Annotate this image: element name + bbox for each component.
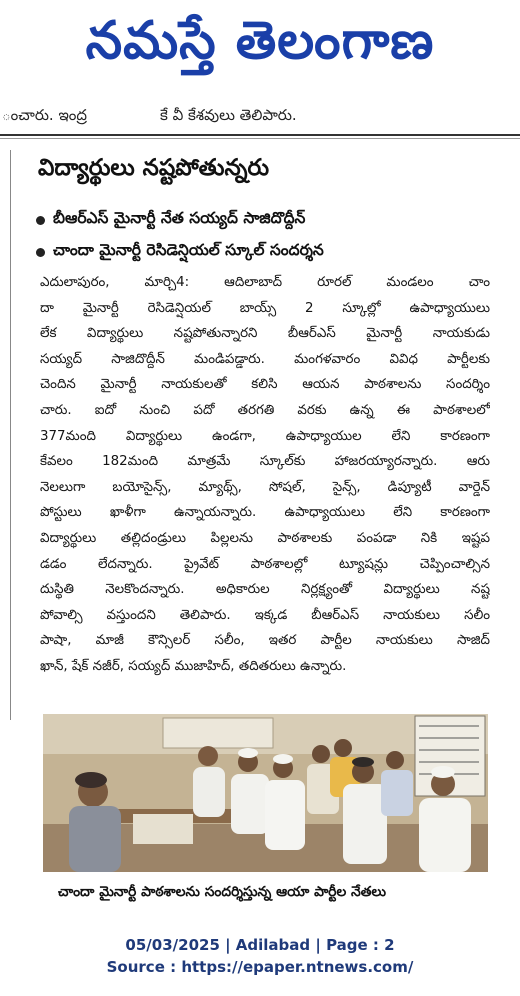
newspaper-logo: నమస్తే తెలంగాణ — [85, 11, 435, 71]
body-line: పోస్టులు ఖాళీగా ఉన్నాయన్నారు. ఉపాధ్యాయులు లేని కారణంగా — [40, 505, 490, 521]
article-photo — [43, 714, 488, 872]
article-body — [40, 270, 490, 680]
body-line: డడం లేదన్నారు. ప్రైవేట్ పాఠశాలల్లో ట్యూషన్లు చెప్పించాల్సిన — [40, 556, 490, 572]
body-line: 377మంది విద్యార్థులు ఉండగా, ఉపాధ్యాయుల లేని కారణంగా — [40, 428, 490, 444]
body-line: దుస్థితి నెలకొందన్నారు. అధికారుల నిర్లక్ష్యంతో విద్యార్థులు నష్ట — [40, 582, 490, 598]
bullet-icon — [36, 216, 45, 225]
body-line: సయ్యద్ సాజిదొద్దీన్ మండిపడ్డారు. మంగళవారం వివిధ పార్టీలకు — [40, 351, 490, 367]
body-line: పాషా, మాజీ కౌన్సిలర్ సలీం, ఇతర పార్టీల నాయకులు సాజిద్ — [40, 633, 490, 649]
body-line: చెందిన మైనార్టీ నాయకులతో కలిసి ఆయన పాఠశాలను సందర్శిం — [40, 377, 490, 393]
masthead — [0, 0, 520, 95]
subheading-text: చాందా మైనార్టీ రెసిడెన్షియల్ స్కూల్ సందర్శన — [53, 241, 324, 259]
body-line: దా మైనార్టీ రెసిడెన్షియల్ బాయ్స్ 2 స్కూల్లో ఉపాధ్యాయులు — [40, 300, 490, 316]
bullet-icon — [36, 248, 45, 257]
strip-text-right: కే వీ కేశవులు తెలిపారు. — [160, 106, 297, 124]
source-link[interactable]: Source : https://epaper.ntnews.com/ — [106, 958, 414, 976]
previous-article-strip — [0, 100, 520, 130]
article-headline: విద్యార్థులు నష్టపోతున్నరు — [38, 155, 270, 181]
body-line: ఖాన్, షేక్ నజీర్, సయ్యద్ ముజాహిద్, తదితరులు ఉన్నారు. — [40, 658, 347, 674]
body-line: చారు. ఐదో నుంచి పదో తరగతి వరకు ఉన్న ఈ పాఠశాలలో — [40, 402, 490, 418]
body-line: ఎదులాపురం, మార్చి4: ఆదిలాబాద్ రూరల్ మండలం చాం — [40, 275, 490, 290]
strip-text-left: ంచారు. ఇంద్ర — [2, 106, 87, 124]
dateline: 05/03/2025 | Adilabad | Page : 2 — [125, 936, 395, 954]
column-rule — [10, 150, 11, 720]
divider — [0, 138, 520, 139]
body-line: లేక విద్యార్థులు నష్టపోతున్నారని బీఆర్ఎస్ మైనార్టీ నాయకుడు — [40, 326, 490, 342]
photo-caption: చాందా మైనార్టీ పాఠశాలను సందర్శిస్తున్న ఆయా పార్టీల నేతలు — [58, 884, 387, 900]
subheading-text: బీఆర్ఎస్ మైనార్టీ నేత సయ్యద్ సాజిదొద్దీన్ — [53, 209, 306, 227]
body-line: కేవలం 182మంది మాత్రమే స్కూల్‌కు హాజరయ్యారన్నారు. ఆరు — [40, 454, 490, 470]
body-line: విద్యార్థులు తల్లిదండ్రులు పిల్లలను పాఠశాలకు పంపడా నికి ఇష్టప — [40, 530, 490, 546]
photo-illustration — [43, 714, 488, 872]
subheading-bullet — [36, 209, 305, 231]
body-line: పోవాల్సి వస్తుందని తెలిపారు. ఇక్కడ బీఆర్ఎస్ నాయకులు సలీం — [40, 607, 490, 623]
body-line: నెలలుగా బయోసైన్స్, మ్యాథ్స్, సోషల్, సైన్స్, డిప్యూటీ వార్డెన్ — [40, 479, 490, 495]
subheading-bullet — [36, 241, 324, 263]
divider — [0, 134, 520, 136]
